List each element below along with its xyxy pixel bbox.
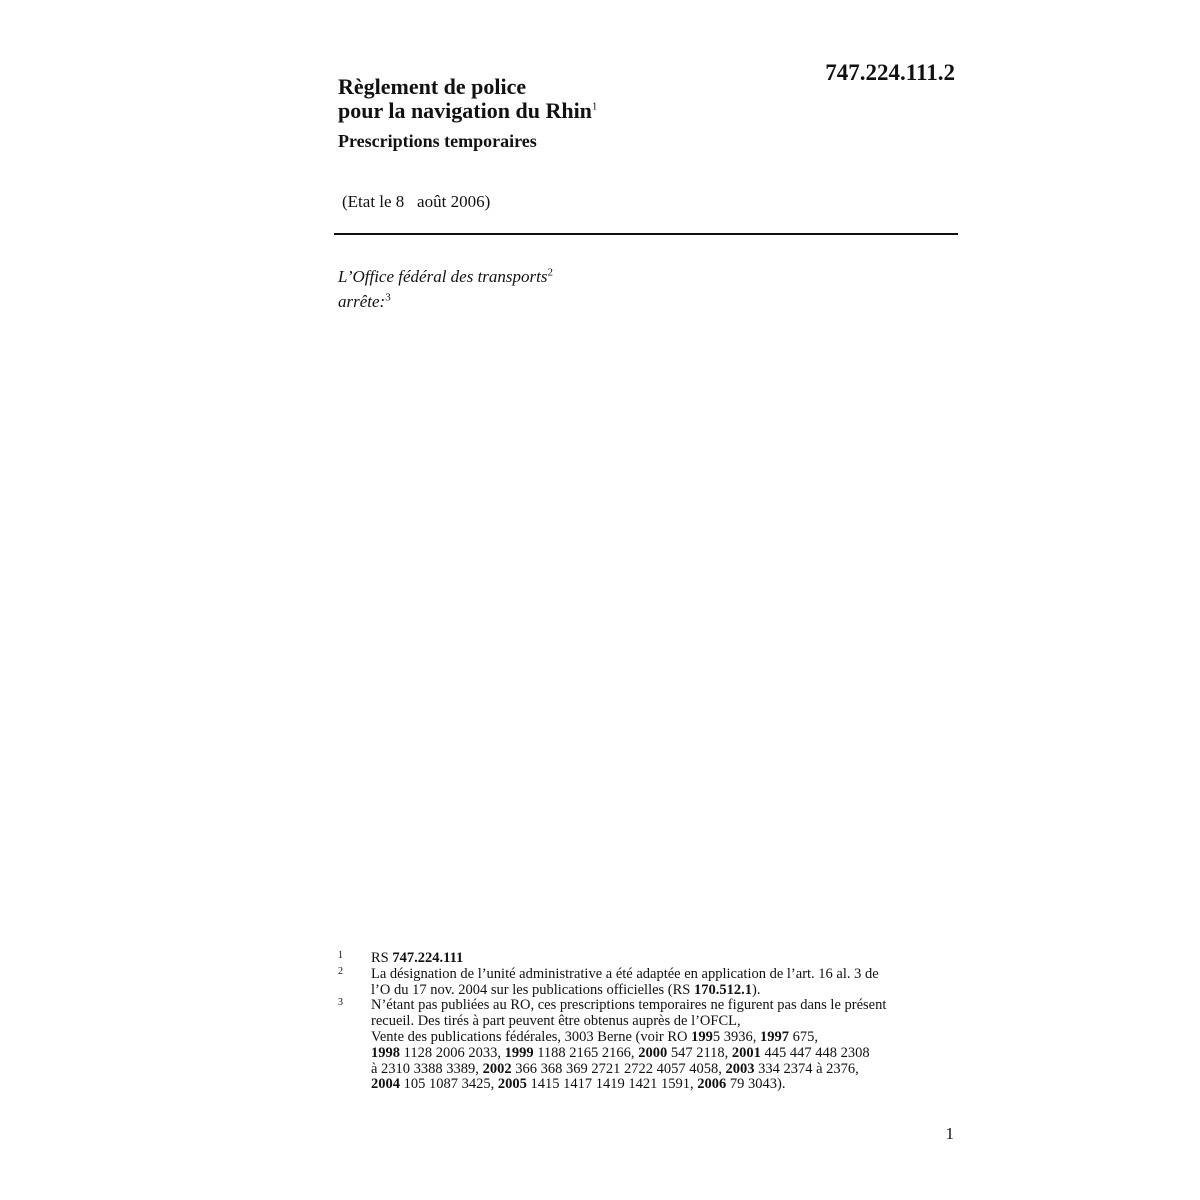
title-line-2: [338, 99, 758, 123]
footnote-text-segment: 105 1087 3425,: [400, 1076, 498, 1093]
footnote-text-segment: 2000: [638, 1044, 668, 1061]
footnote-text-segment: 79 3043).: [726, 1076, 786, 1093]
footnote-text-segment: 5 3936,: [712, 1028, 760, 1045]
footnote-text-segment: à 2310 3388 3389,: [371, 1060, 483, 1077]
footnote-number: 2: [338, 965, 343, 977]
footnote-text-segment: 366 368 369 2721 2722 4057 4058,: [511, 1060, 726, 1077]
title-footnote-ref[interactable]: 1: [591, 100, 598, 113]
footnote-text-segment: 747.224.111: [392, 950, 464, 966]
footnote-text-segment: 1998: [371, 1044, 400, 1061]
title-line-2-text: pour la navigation du Rhin: [338, 98, 592, 123]
authority-footnote-ref[interactable]: 2: [547, 266, 553, 279]
footnote-text-segment: l’O du 17 nov. 2004 sur les publications officielles (RS: [371, 981, 694, 998]
footnote-text-segment: La désignation de l’unité administrative a été adaptée en application de l’art. 16 al. 3 de: [371, 965, 879, 982]
footnote-number: 3: [338, 997, 343, 1009]
footnote-line: [371, 1062, 958, 1078]
footnote-text-segment: 170.512.1: [694, 981, 752, 998]
footnote-line: [371, 1077, 958, 1093]
footnote-text-segment: ).: [752, 981, 761, 998]
footnote-line: [371, 998, 958, 1014]
footnote-text-segment: 2006: [697, 1076, 727, 1093]
footnote-3: [338, 998, 958, 1093]
preamble-decree: [338, 289, 553, 314]
decree-text: arrête:: [338, 292, 386, 311]
footnote-text-segment: 2001: [731, 1044, 761, 1061]
footnote-line: [371, 1030, 958, 1046]
footnote-line: [371, 1014, 958, 1030]
header-divider: [334, 233, 958, 235]
footnote-line: [371, 951, 958, 967]
page-number: 1: [945, 1124, 954, 1143]
footnote-text-segment: 334 2374 à 2376,: [754, 1060, 859, 1077]
footnote-line: [371, 983, 958, 999]
footnote-text-segment: N’étant pas publiées au RO, ces prescriptions temporaires ne figurent pas dans le présent: [371, 997, 887, 1014]
footnote-text-segment: 1128 2006 2033,: [400, 1044, 505, 1061]
decree-footnote-ref[interactable]: 3: [385, 291, 391, 304]
footnote-text-segment: 1415 1417 1419 1421 1591,: [526, 1076, 698, 1093]
footnote-text-segment: 445 447 448 2308: [760, 1044, 870, 1061]
authority-text: L’Office fédéral des transports: [338, 267, 548, 286]
status-date: (Etat le 8 août 2006): [342, 192, 491, 211]
sr-number: 747.224.111.2: [825, 60, 955, 85]
footnote-text-segment: 2002: [482, 1060, 512, 1077]
title-block: [338, 75, 758, 152]
footnote-1: [338, 951, 958, 967]
footnote-text-segment: 675,: [789, 1028, 818, 1045]
footnote-text-segment: 1997: [760, 1028, 789, 1045]
footnote-text-segment: 2003: [725, 1060, 755, 1077]
footnote-text-segment: 2004: [371, 1076, 400, 1093]
footnote-text-segment: Vente des publications fédérales, 3003 Berne (voir RO: [371, 1028, 692, 1045]
footnote-text-segment: RS: [371, 950, 393, 966]
footnote-text-segment: 1999: [504, 1044, 534, 1061]
footnote-line: [371, 967, 958, 983]
footnote-text-segment: 1188 2165 2166,: [533, 1044, 639, 1061]
title-line-1: Règlement de police: [338, 74, 527, 99]
footnote-number: 1: [338, 950, 343, 961]
preamble-authority: [338, 264, 553, 289]
footnote-text-segment: 199: [691, 1028, 713, 1045]
footnote-2: [338, 967, 958, 999]
footnote-line: [371, 1046, 958, 1062]
preamble: [338, 264, 553, 314]
footnote-text-segment: 547 2118,: [667, 1044, 732, 1061]
subtitle: Prescriptions temporaires: [338, 131, 537, 151]
footnote-text-segment: 2005: [497, 1076, 527, 1093]
footnotes-section: [338, 951, 958, 1093]
footnote-text-segment: recueil. Des tirés à part peuvent être obtenus auprès de l’OFCL,: [371, 1013, 741, 1030]
